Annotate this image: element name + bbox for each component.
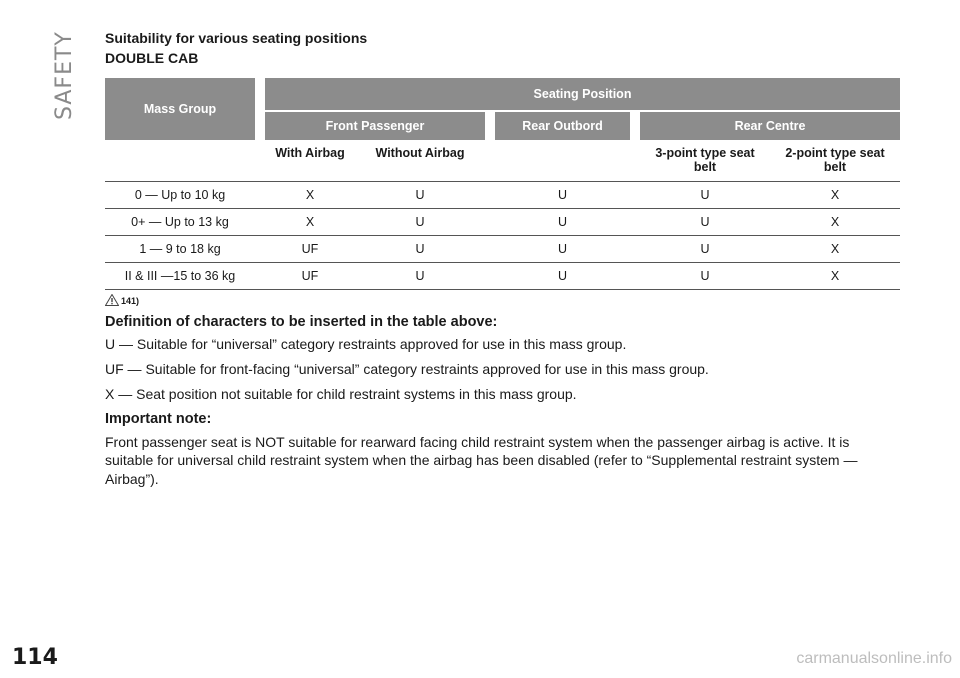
table-row: II & III —15 to 36 kg UF U U U X — [105, 262, 900, 289]
table-row: 1 — 9 to 18 kg UF U U U X — [105, 235, 900, 262]
sub-header-2-point-belt: 2-point type seat belt — [770, 140, 900, 181]
header-rear-centre: Rear Centre — [640, 111, 900, 140]
sub-header-row — [105, 140, 900, 181]
table-row: 0+ — Up to 13 kg X U U U X — [105, 208, 900, 235]
suitability-table — [105, 78, 900, 290]
section-label: SAFETY — [52, 31, 77, 120]
definition-x: X — Seat position not suitable for child restraint systems in this mass group. — [105, 385, 577, 402]
header-rear-outbord: Rear Outbord — [495, 111, 630, 140]
page-content — [105, 30, 900, 488]
definition-u: U — Suitable for “universal” category restraints approved for use in this mass group. — [105, 335, 627, 352]
header-front-passenger: Front Passenger — [265, 111, 485, 140]
sub-header-with-airbag: With Airbag — [265, 140, 355, 181]
note-heading: Important note: — [105, 410, 212, 427]
note-text: Front passenger seat is NOT suitable for rearward facing child restraint system when the passenger airbag is active. It is suitable for universal child restraint system when the airbag has been disabled (refer to “Supplemental restraint system — Airbag”). — [105, 433, 858, 487]
footnote-number: 141) — [121, 295, 140, 306]
footnote-reference — [105, 294, 900, 306]
page-number: 114 — [12, 645, 58, 670]
definition-heading: Definition of characters to be inserted in the table above: — [105, 313, 498, 330]
sub-header-3-point-belt: 3-point type seat belt — [640, 140, 770, 181]
table-row: 0 — Up to 10 kg X U U U X — [105, 181, 900, 208]
section-subheading: DOUBLE CAB — [105, 50, 199, 66]
watermark: carmanualsonline.info — [796, 650, 952, 667]
sub-header-without-airbag: Without Airbag — [355, 140, 485, 181]
header-seating-position: Seating Position — [265, 78, 900, 111]
definition-uf: UF — Suitable for front-facing “universal” category restraints approved for use in this mass group. — [105, 360, 709, 377]
header-mass-group: Mass Group — [105, 78, 255, 140]
warning-icon — [105, 294, 119, 306]
section-heading: Suitability for various seating positions — [105, 30, 368, 46]
